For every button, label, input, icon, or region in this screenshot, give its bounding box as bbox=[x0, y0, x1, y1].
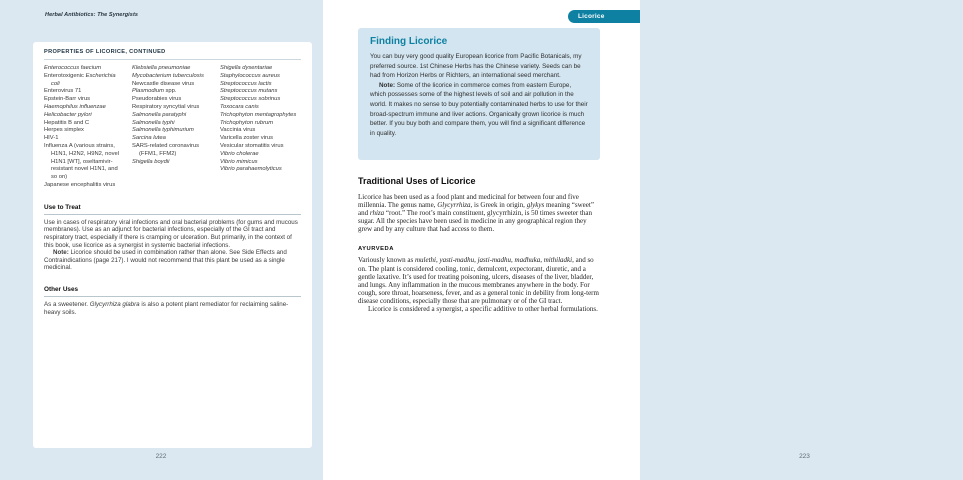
finding-box-title: Finding Licorice bbox=[370, 36, 448, 47]
other-uses-paragraph: As a sweetener. Glycyrrhiza glabra is also a potent plant remediator for reclaiming saline-heavy soils. bbox=[44, 300, 289, 316]
ayurveda-heading: AYURVEDA bbox=[358, 246, 394, 253]
species-item: Herpes simplex bbox=[44, 127, 84, 134]
species-item: Toxocara canis bbox=[220, 103, 259, 110]
other-uses-heading: Other Uses bbox=[44, 286, 301, 297]
chapter-tab bbox=[568, 10, 640, 23]
species-item: Streptococcus lactis bbox=[220, 80, 272, 87]
ayurveda-paragraph: Variously known as mulethi, yasti-madhu, jasti-madhu, madhuka, mithiladki, and so on. The plant is considered cooling, tonic, demulcent, expectorant, diuretic, and a gentle laxative. It’s used for treating poisoning, ulcers, diseases of the liver, bladder, and lungs. Any inflammation in the mucous membranes anywhere in the body. For cough, sore throat, hoarseness, fever, and as a general tonic in debility from long-term disease conditions, especially those that are pulmonary or of the GI tract. bbox=[358, 256, 599, 305]
species-column-1 bbox=[44, 65, 125, 190]
chapter-tab-label: Licorice bbox=[578, 13, 605, 20]
species-item: Vaccinia virus bbox=[220, 127, 256, 134]
species-column-3 bbox=[220, 65, 301, 190]
finding-box-paragraph: You can buy very good quality European licorice from Pacific Botanicals, my preferred source. 1st Chinese Herbs has the Chinese variety. Seeds can be had from Horizon Herbs or Richters, an international seed merchant. bbox=[370, 53, 582, 80]
right-page bbox=[323, 0, 810, 480]
ayurveda-closing-paragraph: Licorice is considered a synergist, a specific additive to other herbal formulations. bbox=[368, 305, 598, 314]
species-item: Vesicular stomatitis virus bbox=[220, 142, 284, 149]
other-uses-section bbox=[44, 286, 301, 316]
use-to-treat-section bbox=[44, 204, 301, 272]
species-item: Vibrio parahaemolyticus bbox=[220, 166, 282, 173]
species-item: Sarcina lutea bbox=[132, 135, 166, 142]
page-number-left: 222 bbox=[155, 453, 167, 460]
species-item: Streptococcus sobrinus bbox=[220, 96, 281, 103]
species-item: Plasmodium spp. bbox=[132, 88, 177, 95]
species-item: SARS-related coronavirus (FFM1, FFM2) bbox=[132, 142, 200, 157]
species-column-2 bbox=[132, 65, 213, 190]
species-item: Enterovirus 71 bbox=[44, 88, 82, 95]
species-item: Varicella zoster virus bbox=[220, 135, 274, 142]
species-item: Newcastle disease virus bbox=[132, 80, 195, 87]
left-page bbox=[0, 0, 323, 480]
properties-box-title: PROPERTIES OF LICORICE, CONTINUED bbox=[44, 49, 301, 60]
species-item: Epstein-Barr virus bbox=[44, 96, 91, 103]
species-item: Respiratory syncytial virus bbox=[132, 103, 200, 110]
species-item: Influenza A (various strains, H1N1, H2N2, H9N2, novel H1N1 [WT], oseltamivir-resistant novel H1N1, and so on) bbox=[44, 142, 119, 181]
species-item: Streptococcus mutans bbox=[220, 88, 278, 95]
species-item: Mycobacterium tuberculosis bbox=[132, 72, 204, 79]
traditional-uses-heading: Traditional Uses of Licorice bbox=[358, 176, 476, 186]
use-to-treat-paragraph: Use in cases of respiratory viral infections and oral bacterial problems (for gums and mucous membranes). Use as an adjunct for bacterial infections, especially of the GI tract and respiratory tract, especially if there is cramping or ulceration. But primarily, in the context of this book, use licorice as a synergist in systemic bacterial infections. bbox=[44, 218, 298, 249]
species-item: Salmonella typhi bbox=[132, 119, 175, 126]
species-item: Vibrio mimicus bbox=[220, 158, 258, 165]
species-item: Vibrio cholerae bbox=[220, 150, 259, 157]
species-item: Enterotoxigenic Escherichia coli bbox=[44, 72, 116, 87]
species-item: Pseudorabies virus bbox=[132, 96, 182, 103]
running-head: Herbal Antibiotics: The Synergists bbox=[45, 12, 139, 18]
species-item: Klebsiella pneumoniae bbox=[132, 65, 191, 71]
species-item: Salmonella paratyphi bbox=[132, 111, 187, 118]
species-item: Salmonella typhimurium bbox=[132, 127, 194, 134]
properties-box bbox=[33, 42, 312, 448]
species-item: Trichophyton rubrum bbox=[220, 119, 274, 126]
species-item: Hepatitis B and C bbox=[44, 119, 90, 126]
page-number-right: 223 bbox=[799, 453, 810, 460]
species-item: Haemophilus influenzae bbox=[44, 103, 106, 110]
species-item: Shigella dysentariae bbox=[220, 65, 273, 71]
species-item: Helicobacter pylori bbox=[44, 111, 92, 118]
finding-licorice-box bbox=[358, 28, 600, 160]
right-page-main-column bbox=[358, 176, 600, 313]
species-item: Shigella boydii bbox=[132, 158, 170, 165]
species-columns bbox=[44, 65, 301, 190]
species-item: Enterococcus faecium bbox=[44, 65, 102, 71]
species-item: Trichophyton mentagrophytes bbox=[220, 111, 297, 118]
use-to-treat-heading: Use to Treat bbox=[44, 204, 301, 215]
species-item: HIV-1 bbox=[44, 135, 59, 142]
traditional-uses-paragraph: Licorice has been used as a food plant and medicinal for between four and five millennia. The genus name, Glycyrrhiza, is Greek in origin, glykys meaning “sweet” and rhiza “root.” The root’s main constituent, glycyrrhizin, is 50 times sweeter than sugar. All the species have been used in medicine in any geographical region they grew and by any culture that had access to them. bbox=[358, 193, 594, 234]
use-to-treat-note: Note: Licorice should be used in combination rather than alone. See Side Effects and Contraindications (page 217). I would not recommend that this plant be used as a single medicinal. bbox=[44, 249, 287, 272]
species-item: Japanese encephalitis virus bbox=[44, 181, 116, 188]
finding-box-note: Note: Some of the licorice in commerce comes from eastern Europe, which possesses some of the highest levels of soil and air pollution in the world. It makes no sense to buy potentially contaminated herbs to use for their broad-spectrum immune and liver actions. Organically grown licorice is much better. If you buy both and compare them, you will find a significant difference in quality. bbox=[370, 81, 588, 137]
species-item: Staphylococcus aureus bbox=[220, 72, 280, 79]
